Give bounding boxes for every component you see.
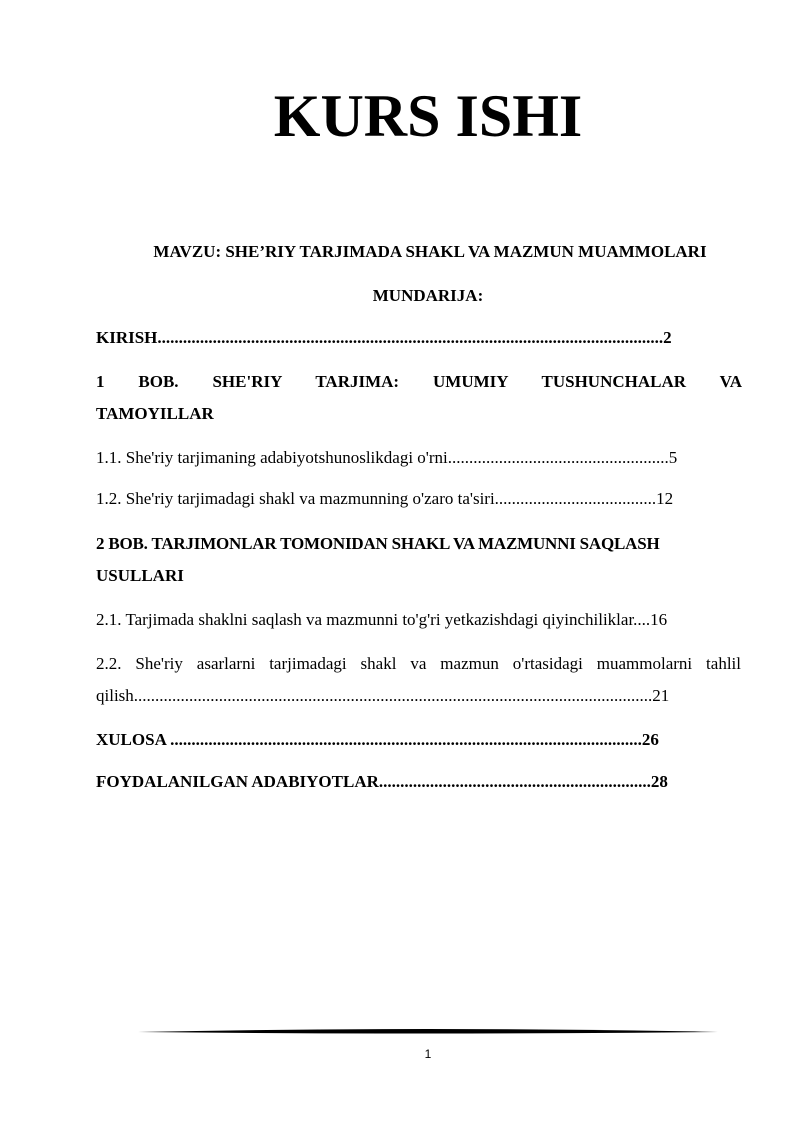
- toc-entry-kirish: KIRISH.......................................................................................................................2: [96, 328, 672, 347]
- document-title: KURS ISHI: [273, 83, 583, 149]
- toc-entry-2-1: 2.1. Tarjimada shaklni saqlash va mazmunni to'g'ri yetkazishdagi qiyinchiliklar....16: [96, 610, 668, 629]
- toc-entry-2-2-line-2: qilish..........................................................................................................................21: [96, 686, 670, 705]
- toc-entry-xulosa: XULOSA ...............................................................................................................26: [96, 730, 659, 749]
- toc-entry-1-2: 1.2. She'riy tarjimadagi shakl va mazmunning o'zaro ta'siri......................................12: [96, 489, 674, 508]
- toc-entry-chapter-1: [96, 366, 742, 398]
- footer-divider: [138, 1027, 718, 1037]
- toc-entry-2-2-line-1: 2.2. She'riy asarlarni tarjimadagi shakl va mazmun o'rtasidagi muammolarni tahlil: [96, 654, 741, 673]
- topic-heading: MAVZU: SHE’RIY TARJIMADA SHAKL VA MAZMUN MUAMMOLARI: [153, 242, 707, 261]
- chapter-1-line-2: TAMOYILLAR: [96, 404, 214, 423]
- page-number: 1: [424, 1047, 432, 1061]
- toc-heading: [96, 284, 740, 308]
- toc-entry-chapter-2: 2 BOB. TARJIMONLAR TOMONIDAN SHAKL VA MAZMUNNI SAQLASH: [96, 534, 660, 553]
- chapter-1-line-1: 1 BOB. SHE'RIY TARJIMA: UMUMIY TUSHUNCHALAR VA: [96, 372, 742, 391]
- toc-entry-foydalanilgan: FOYDALANILGAN ADABIYOTLAR................................................................28: [96, 772, 668, 791]
- toc-heading-text: MUNDARIJA:: [372, 286, 484, 305]
- toc-entry-1-1: 1.1. She'riy tarjimaning adabiyotshunoslikdagi o'rni....................................................5: [96, 448, 678, 467]
- chapter-2-line-2: USULLARI: [96, 566, 184, 585]
